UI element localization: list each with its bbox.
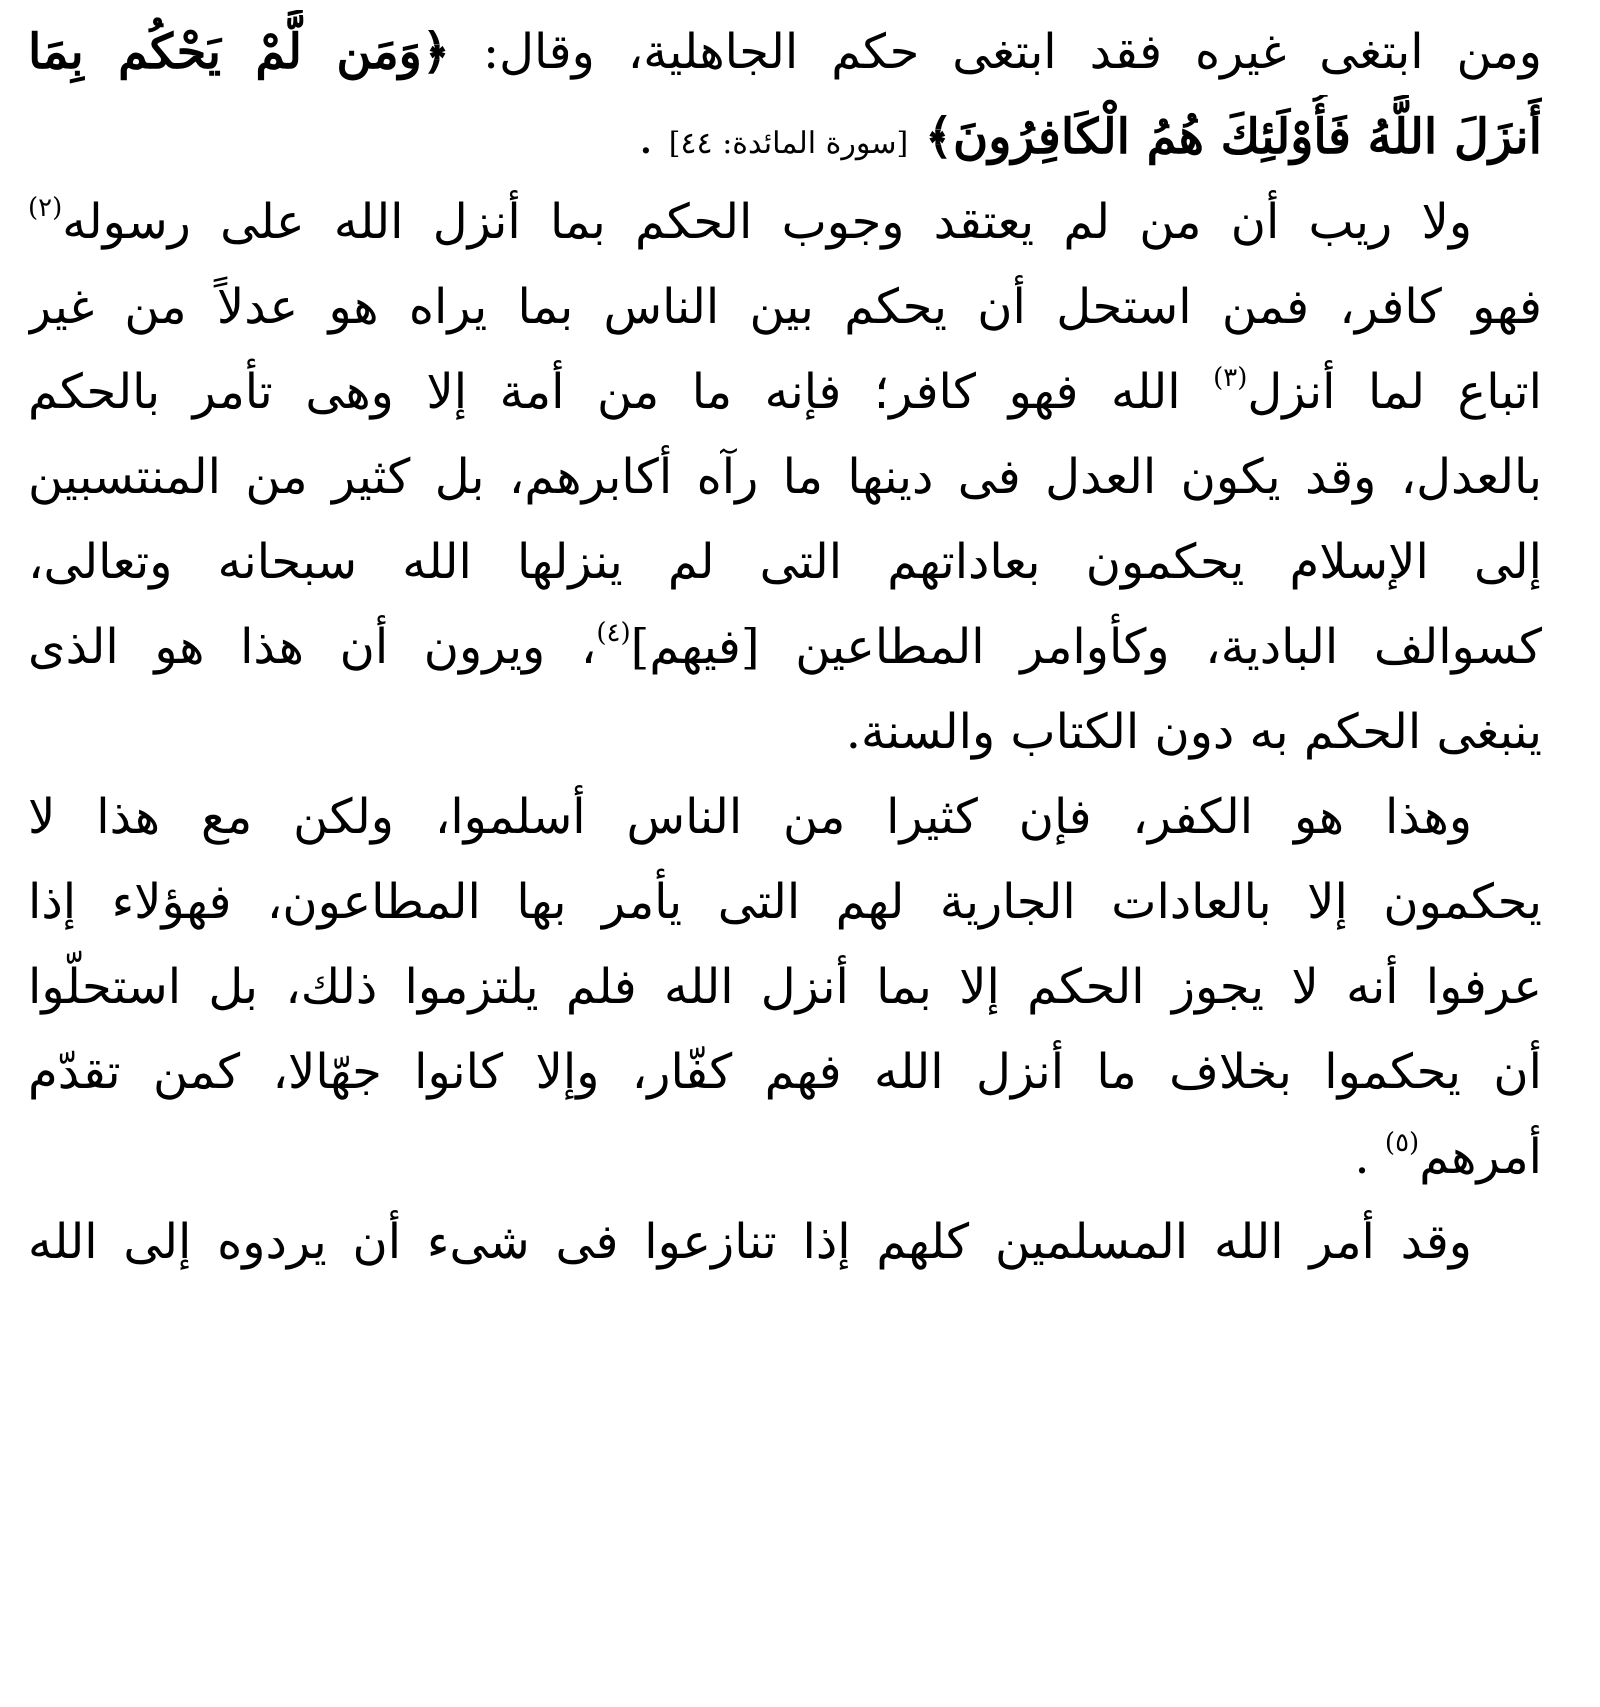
- text-segment: فهو كافر، فمن استحل أن يحكم بين الناس بما يراه هو عدلاً من غير: [28, 279, 1542, 335]
- text-line-5: [28, 350, 1542, 435]
- text-segment: بالعدل، وقد يكون العدل فى دينها ما رآه أكابرهم، بل كثير من المنتسبين: [28, 449, 1542, 505]
- text-segment: الله فهو كافر؛ فإنه ما من أمة إلا وهى تأمر بالحكم: [28, 364, 1214, 420]
- text-line-10: [28, 775, 1542, 860]
- text-segment: ولا ريب أن من لم يعتقد وجوب الحكم بما أنزل الله على رسوله: [62, 194, 1472, 250]
- footnote-marker: (٣): [1213, 363, 1248, 393]
- quran-verse: أَنزَلَ اللَّهُ فَأُوْلَئِكَ هُمُ الْكَافِرُونَ﴾: [908, 109, 1542, 165]
- text-line-4: [28, 265, 1542, 350]
- text-segment: ينبغى الحكم به دون الكتاب والسنة.: [845, 704, 1542, 760]
- footnote-marker: (٢): [28, 193, 63, 223]
- text-segment: اتباع لما أنزل: [1247, 364, 1542, 420]
- text-line-1: [28, 10, 1542, 95]
- text-segment: أمرهم: [1419, 1129, 1542, 1185]
- text-line-14: [28, 1115, 1542, 1200]
- text-line-12: [28, 945, 1542, 1030]
- text-segment: إلى الإسلام يحكمون بعاداتهم التى لم ينزلها الله سبحانه وتعالى،: [28, 534, 1542, 590]
- text-segment: يحكمون إلا بالعادات الجارية لهم التى يأمر بها المطاعون، فهؤلاء إذا: [28, 874, 1542, 930]
- text-segment: .: [638, 109, 669, 165]
- text-segment: عرفوا أنه لا يجوز الحكم إلا بما أنزل الله فلم يلتزموا ذلك، بل استحلّوا: [28, 959, 1542, 1015]
- text-segment: ومن ابتغى غيره فقد ابتغى حكم الجاهلية، وقال:: [449, 24, 1542, 80]
- text-line-11: [28, 860, 1542, 945]
- verse-reference: [سورة المائدة: ٤٤]: [668, 126, 909, 161]
- text-segment: كسوالف البادية، وكأوامر المطاعين [فيهم]: [630, 619, 1542, 675]
- text-line-2: [28, 95, 1542, 180]
- text-line-13: [28, 1030, 1542, 1115]
- footnote-marker: (٤): [596, 618, 631, 648]
- text-line-7: [28, 520, 1542, 605]
- text-line-15: [28, 1200, 1542, 1285]
- quran-verse: ﴿وَمَن لَّمْ يَحْكُم بِمَا: [28, 24, 450, 80]
- text-segment: وقد أمر الله المسلمين كلهم إذا تنازعوا فى شىء أن يردوه إلى الله: [28, 1214, 1472, 1270]
- text-line-9: [28, 690, 1542, 775]
- footnote-marker: (٥): [1384, 1128, 1420, 1158]
- text-line-6: [28, 435, 1542, 520]
- text-segment: ، ويرون أن هذا هو الذى: [28, 619, 597, 675]
- text-line-8: [28, 605, 1542, 690]
- text-segment: وهذا هو الكفر، فإن كثيرا من الناس أسلموا، ولكن مع هذا لا: [28, 789, 1472, 845]
- text-segment: أن يحكموا بخلاف ما أنزل الله فهم كفّار، وإلا كانوا جهّالا، كمن تقدّم: [28, 1044, 1542, 1100]
- text-line-3: [28, 180, 1542, 265]
- text-segment: .: [1354, 1129, 1385, 1185]
